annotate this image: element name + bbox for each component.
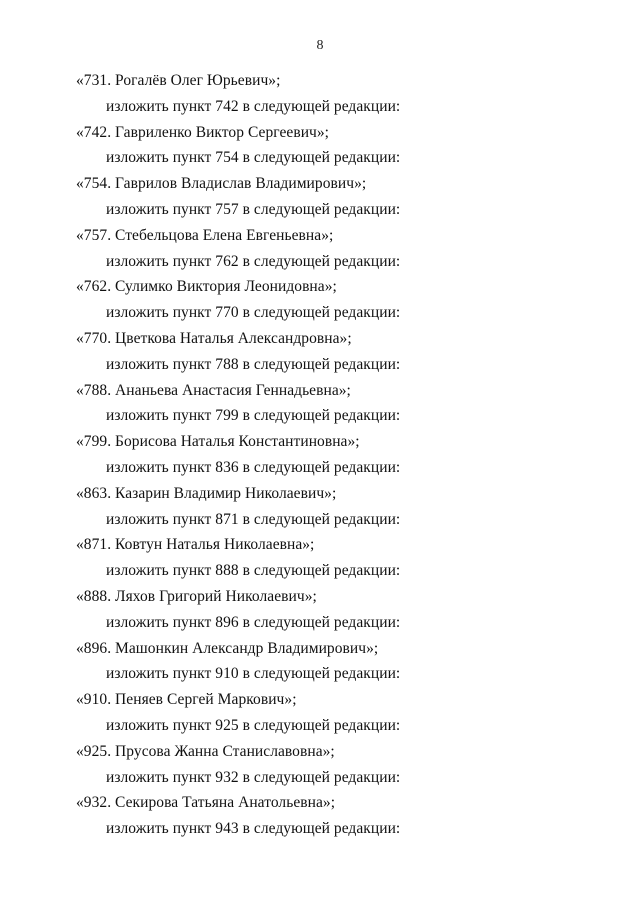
amendment-instruction: изложить пункт 799 в следующей редакции: bbox=[106, 407, 401, 425]
list-item: «770. Цветкова Наталья Александровна»; bbox=[76, 329, 352, 347]
amendment-instruction: изложить пункт 943 в следующей редакции: bbox=[106, 820, 401, 838]
list-item: «925. Прусова Жанна Станиславовна»; bbox=[76, 742, 335, 760]
amendment-instruction: изложить пункт 925 в следующей редакции: bbox=[106, 716, 401, 734]
list-item: «863. Казарин Владимир Николаевич»; bbox=[76, 484, 337, 502]
amendment-instruction: изложить пункт 896 в следующей редакции: bbox=[106, 613, 401, 631]
list-item: «932. Секирова Татьяна Анатольевна»; bbox=[76, 794, 336, 812]
list-item: «742. Гавриленко Виктор Сергеевич»; bbox=[76, 123, 330, 141]
list-item: «896. Машонкин Александр Владимирович»; bbox=[76, 639, 379, 657]
list-item: «910. Пеняев Сергей Маркович»; bbox=[76, 691, 297, 709]
amendment-instruction: изложить пункт 762 в следующей редакции: bbox=[106, 252, 401, 270]
list-item: «754. Гаврилов Владислав Владимирович»; bbox=[76, 175, 367, 193]
amendment-instruction: изложить пункт 871 в следующей редакции: bbox=[106, 510, 401, 528]
amendment-instruction: изложить пункт 742 в следующей редакции: bbox=[106, 97, 401, 115]
amendment-instruction: изложить пункт 770 в следующей редакции: bbox=[106, 304, 401, 322]
amendment-instruction: изложить пункт 836 в следующей редакции: bbox=[106, 458, 401, 476]
list-item: «799. Борисова Наталья Константиновна»; bbox=[76, 433, 360, 451]
list-item: «731. Рогалёв Олег Юрьевич»; bbox=[76, 72, 281, 89]
amendment-instruction: изложить пункт 757 в следующей редакции: bbox=[106, 200, 401, 218]
amendment-instruction: изложить пункт 754 в следующей редакции: bbox=[106, 149, 401, 167]
list-item: «757. Стебельцова Елена Евгеньевна»; bbox=[76, 226, 334, 244]
amendment-list bbox=[0, 68, 640, 842]
amendment-instruction: изложить пункт 932 в следующей редакции: bbox=[106, 768, 401, 786]
amendment-instruction: изложить пункт 788 в следующей редакции: bbox=[106, 355, 401, 373]
list-item: «762. Сулимко Виктория Леонидовна»; bbox=[76, 278, 337, 296]
amendment-instruction: изложить пункт 910 в следующей редакции: bbox=[106, 665, 401, 683]
list-item: «788. Ананьева Анастасия Геннадьевна»; bbox=[76, 381, 351, 399]
amendment-instruction: изложить пункт 888 в следующей редакции: bbox=[106, 562, 401, 580]
page-number: 8 bbox=[316, 38, 324, 53]
list-item: «888. Ляхов Григорий Николаевич»; bbox=[76, 587, 317, 605]
list-item: «871. Ковтун Наталья Николаевна»; bbox=[76, 536, 315, 554]
